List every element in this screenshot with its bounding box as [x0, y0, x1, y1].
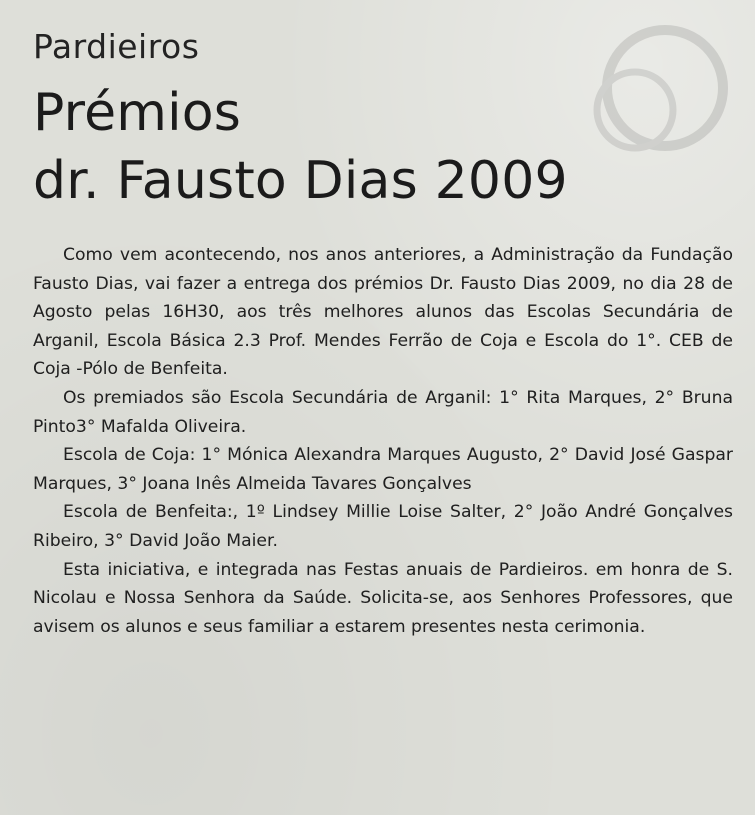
headline-line-2: dr. Fausto Dias 2009 — [33, 151, 568, 211]
article-body — [33, 241, 733, 641]
body-paragraph: Escola de Coja: 1° Mónica Alexandra Marques Augusto, 2° David José Gaspar Marques, 3° Joana Inês Almeida Tavares Gonçalves — [33, 445, 733, 494]
body-paragraph: Esta iniciativa, e integrada nas Festas anuais de Pardieiros. em honra de S. Nicolau e Nossa Senhora da Saúde. Solicita-se, aos Senhores Professores, que avisem os alunos e seus familiar a estarem presentes nesta cerimonia. — [33, 559, 733, 637]
body-paragraph: Como vem acontecendo, nos anos anteriores, a Administração da Fundação Fausto Dias, vai fazer a entrega dos prémios Dr. Fausto Dias 2009, no dia 28 de Agosto pelas 16H30, aos três melhores alunos das Escolas Secundária de Arganil, Escola Básica 2.3 Prof. Mendes Ferrão de Coja e Escola do 1°. CEB de Coja -Pólo de Benfeita. — [33, 245, 733, 380]
headline — [33, 79, 733, 215]
body-paragraph: Escola de Benfeita:, 1º Lindsey Millie Loise Salter, 2° João André Gonçalves Ribeiro, 3° David João Maier. — [33, 502, 733, 551]
headline-line-1: Prémios — [33, 83, 242, 143]
section-kicker: Pardieiros — [33, 27, 200, 66]
news-article — [33, 20, 733, 641]
body-paragraph: Os premiados são Escola Secundária de Arganil: 1° Rita Marques, 2° Bruna Pinto3° Mafalda Oliveira. — [33, 387, 733, 437]
